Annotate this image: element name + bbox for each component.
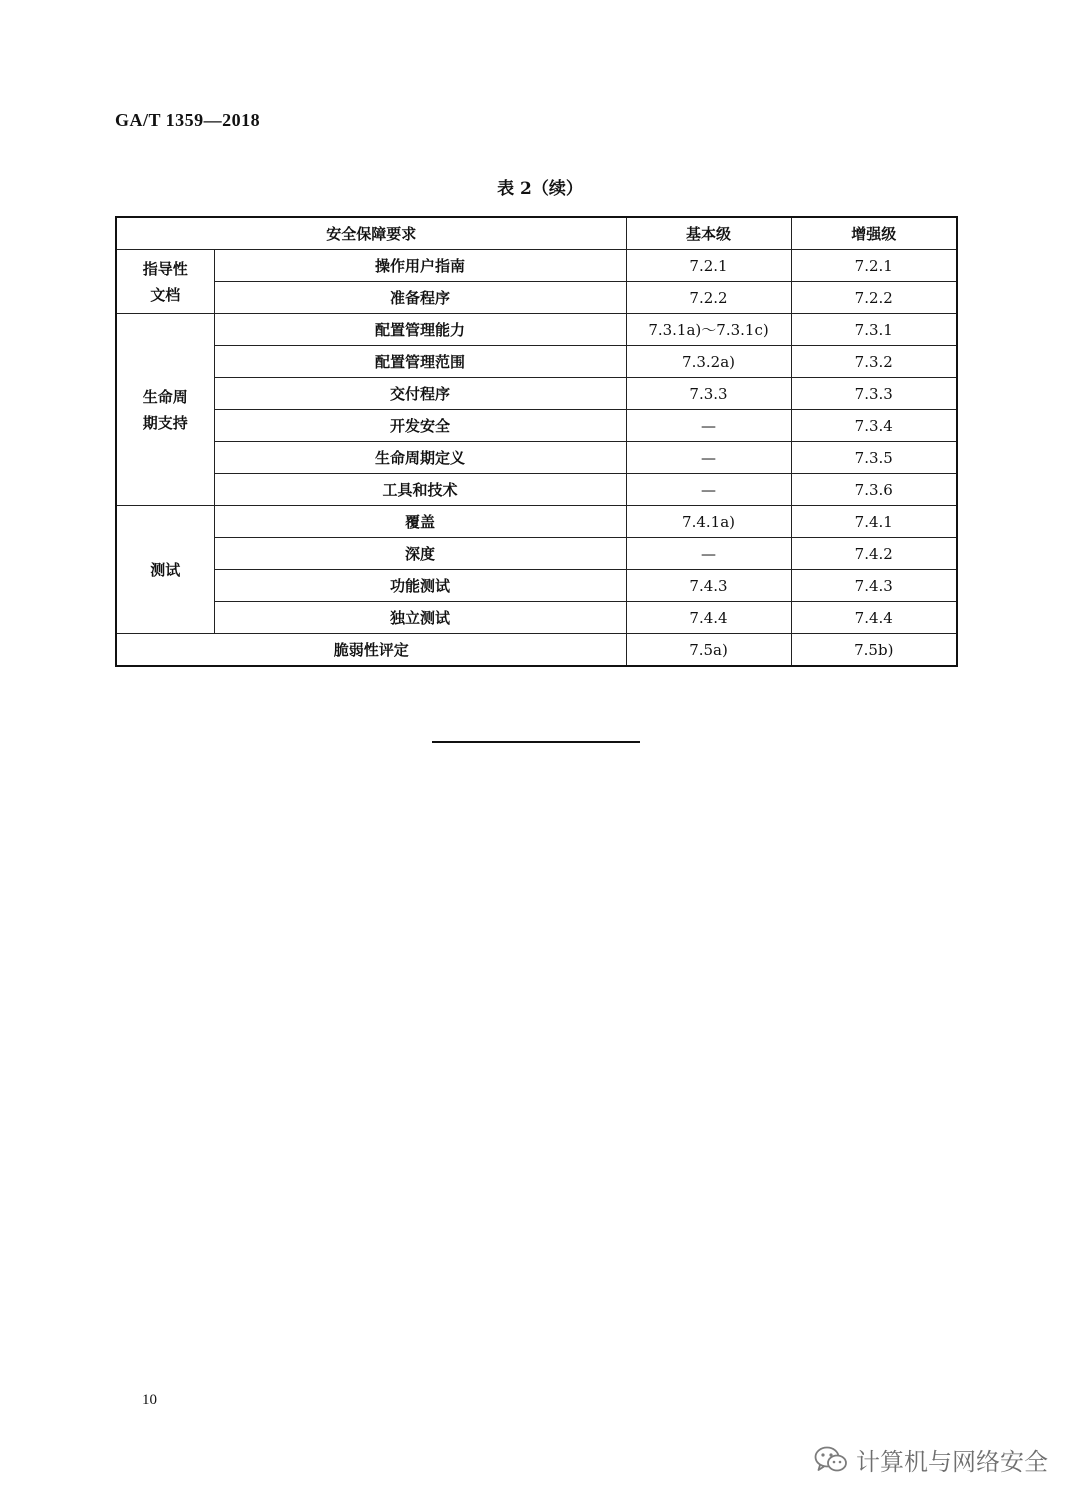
requirement-cell: 独立测试 [214, 602, 626, 634]
enhanced-cell: 7.3.2 [791, 346, 957, 378]
enhanced-cell: 7.2.1 [791, 250, 957, 282]
basic-cell: — [626, 474, 791, 506]
basic-cell: 7.3.1a)～7.3.1c) [626, 314, 791, 346]
table-row [116, 346, 957, 378]
requirement-cell: 配置管理能力 [214, 314, 626, 346]
group-label [116, 506, 214, 634]
requirement-cell: 配置管理范围 [214, 346, 626, 378]
enhanced-cell: 7.4.3 [791, 570, 957, 602]
basic-cell: — [626, 538, 791, 570]
requirement-cell: 交付程序 [214, 378, 626, 410]
enhanced-cell: 7.2.2 [791, 282, 957, 314]
requirement-cell: 开发安全 [214, 410, 626, 442]
table-row [116, 634, 957, 667]
watermark-text: 计算机与网络安全 [856, 1448, 1048, 1476]
enhanced-cell: 7.4.2 [791, 538, 957, 570]
enhanced-cell: 7.3.6 [791, 474, 957, 506]
group-label [116, 314, 214, 506]
group-label-line: 测试 [150, 560, 181, 579]
requirement-cell: 生命周期定义 [214, 442, 626, 474]
basic-cell: 7.2.1 [626, 250, 791, 282]
basic-cell: 7.4.1a) [626, 506, 791, 538]
requirement-cell: 深度 [214, 538, 626, 570]
requirement-cell: 覆盖 [214, 506, 626, 538]
table-row [116, 474, 957, 506]
enhanced-cell: 7.3.5 [791, 442, 957, 474]
basic-cell: 7.5a) [626, 634, 791, 667]
enhanced-cell: 7.3.3 [791, 378, 957, 410]
basic-cell: 7.2.2 [626, 282, 791, 314]
table-row [116, 442, 957, 474]
requirement-cell: 操作用户指南 [214, 250, 626, 282]
requirement-cell: 脆弱性评定 [116, 634, 626, 667]
enhanced-cell: 7.4.4 [791, 602, 957, 634]
requirement-cell: 功能测试 [214, 570, 626, 602]
table-row [116, 378, 957, 410]
wechat-icon [814, 1445, 848, 1475]
end-divider [432, 741, 640, 743]
table-body [116, 250, 957, 667]
table-row [116, 538, 957, 570]
basic-cell: — [626, 442, 791, 474]
group-label-line: 文档 [150, 285, 181, 304]
table-row [116, 314, 957, 346]
standard-code: GA/T 1359—2018 [115, 110, 261, 130]
enhanced-cell: 7.4.1 [791, 506, 957, 538]
table-header-row [116, 217, 957, 250]
basic-cell: 7.4.4 [626, 602, 791, 634]
table-row [116, 282, 957, 314]
table-row [116, 602, 957, 634]
header-enhanced: 增强级 [791, 217, 957, 250]
enhanced-cell: 7.3.4 [791, 410, 957, 442]
table-title: 表 2（续） [497, 179, 583, 199]
basic-cell: 7.3.3 [626, 378, 791, 410]
page-number: 10 [142, 1392, 157, 1408]
enhanced-cell: 7.3.1 [791, 314, 957, 346]
requirement-cell: 工具和技术 [214, 474, 626, 506]
table-row [116, 250, 957, 282]
watermark [814, 1442, 1048, 1477]
requirement-cell: 准备程序 [214, 282, 626, 314]
table-row [116, 410, 957, 442]
group-label [116, 250, 214, 314]
header-basic: 基本级 [626, 217, 791, 250]
group-label-line: 指导性 [142, 259, 188, 278]
table-row [116, 506, 957, 538]
enhanced-cell: 7.5b) [791, 634, 957, 667]
group-label-line: 生命周 [142, 387, 188, 406]
basic-cell: 7.4.3 [626, 570, 791, 602]
basic-cell: 7.3.2a) [626, 346, 791, 378]
basic-cell: — [626, 410, 791, 442]
table-row [116, 570, 957, 602]
header-requirement: 安全保障要求 [116, 217, 626, 250]
group-label-line: 期支持 [142, 413, 188, 432]
requirements-table [115, 216, 958, 667]
